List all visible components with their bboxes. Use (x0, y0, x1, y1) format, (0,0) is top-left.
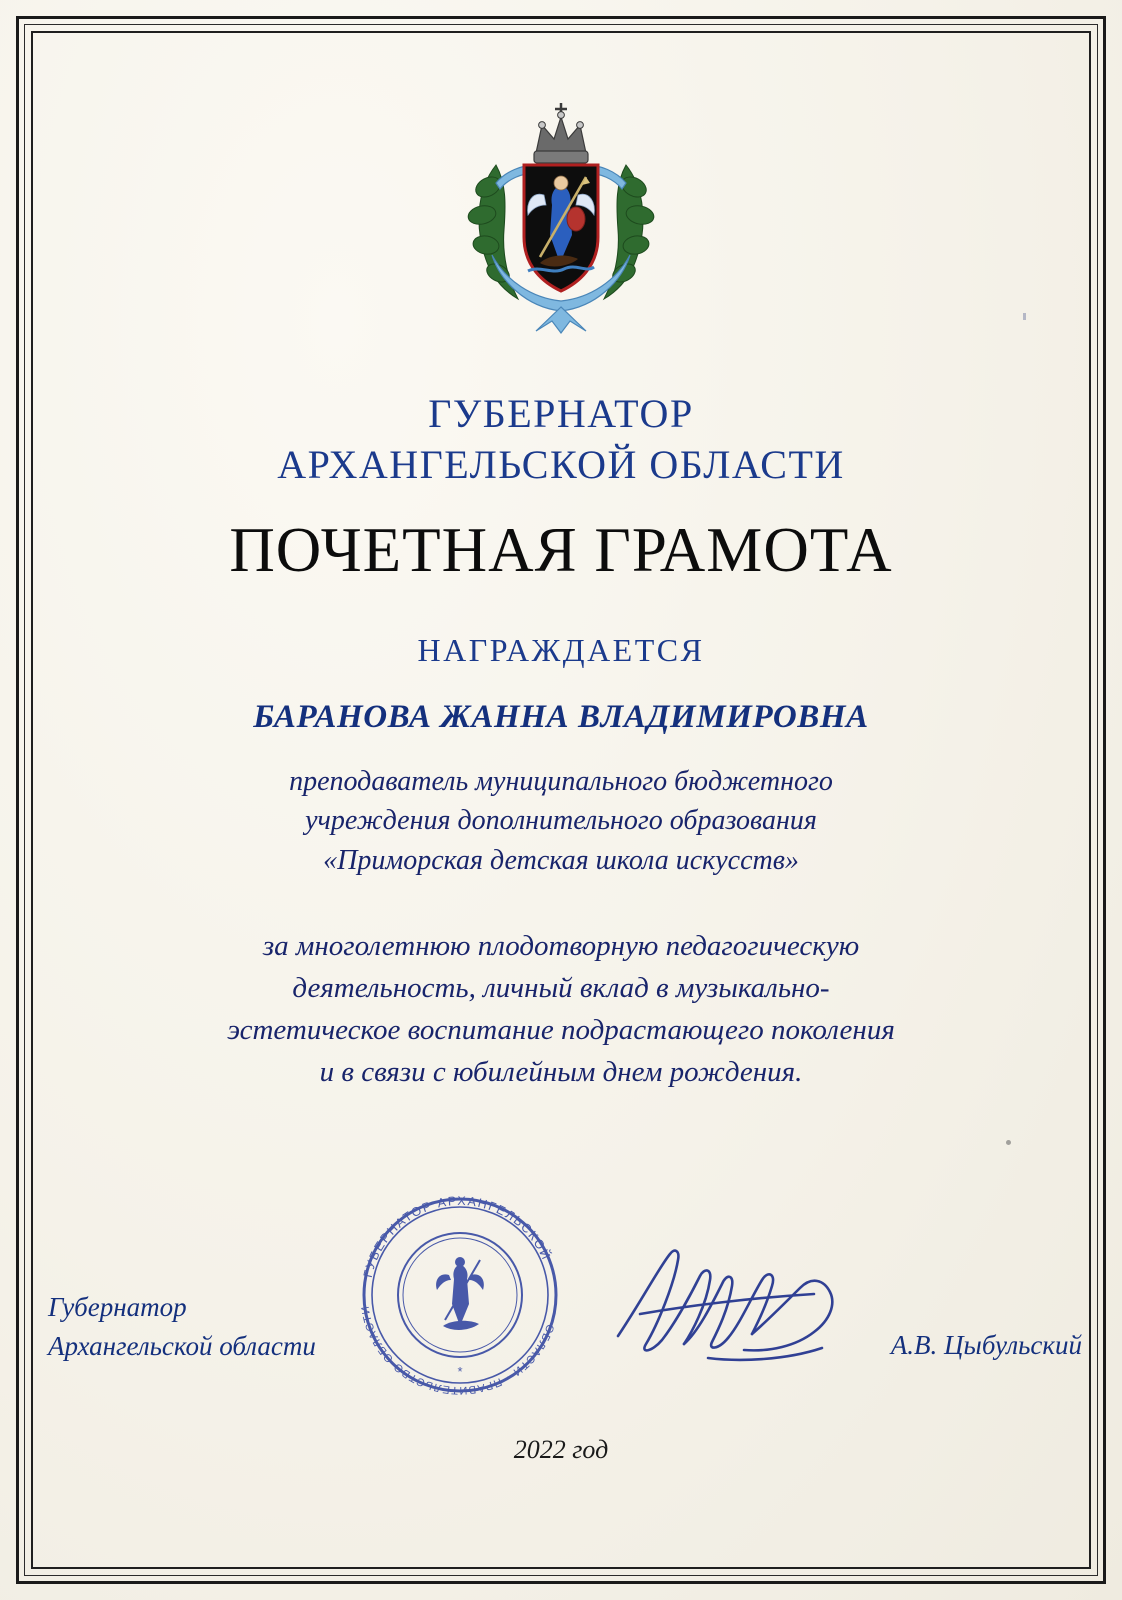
signer-title (48, 1288, 316, 1366)
document-title: ПОЧЕТНАЯ ГРАМОТА (229, 515, 893, 586)
position-line: учреждения дополнительного образования (305, 805, 817, 837)
svg-text:ГУБЕРНАТОР АРХАНГЕЛЬСКОЙ: ГУБЕРНАТОР АРХАНГЕЛЬСКОЙ (360, 1193, 554, 1279)
coat-of-arms-icon (436, 95, 686, 340)
position-line: преподаватель муниципального бюджетного (289, 765, 833, 797)
recipient-position (55, 762, 1067, 881)
svg-text:*: * (457, 1364, 463, 1379)
signer-title-line-2: Архангельской области (48, 1331, 316, 1362)
authority-heading (55, 388, 1067, 490)
issue-year: 2022 год (513, 1435, 609, 1464)
authority-line-1: ГУБЕРНАТОР (428, 391, 694, 436)
reason-line: за многолетнюю плодотворную педагогическую (262, 929, 860, 962)
award-reason (55, 925, 1067, 1093)
signer-title-line-1: Губернатор (48, 1292, 187, 1322)
reason-line: деятельность, личный вклад в музыкально- (292, 971, 830, 1004)
authority-line-2: АРХАНГЕЛЬСКОЙ ОБЛАСТИ (277, 442, 845, 488)
reason-line: эстетическое воспитание подрастающего поколения (227, 1014, 895, 1047)
position-line: «Приморская детская школа искусств» (323, 845, 799, 877)
signature-area (0, 1180, 1122, 1400)
official-stamp-icon (345, 1180, 575, 1410)
handwritten-signature (600, 1240, 860, 1370)
awarded-label: НАГРАЖДАЕТСЯ (417, 631, 705, 668)
svg-text:ОБЛАСТИ · ПРАВИТЕЛЬСТВО ОБЛАСТ: ОБЛАСТИ · ПРАВИТЕЛЬСТВО ОБЛАСТИ (359, 1304, 557, 1397)
signer-name: А.В. Цыбульский (890, 1330, 1082, 1360)
recipient-name: БАРАНОВА ЖАННА ВЛАДИМИРОВНА (253, 698, 869, 735)
reason-line: и в связи с юбилейным днем рождения. (319, 1056, 803, 1089)
